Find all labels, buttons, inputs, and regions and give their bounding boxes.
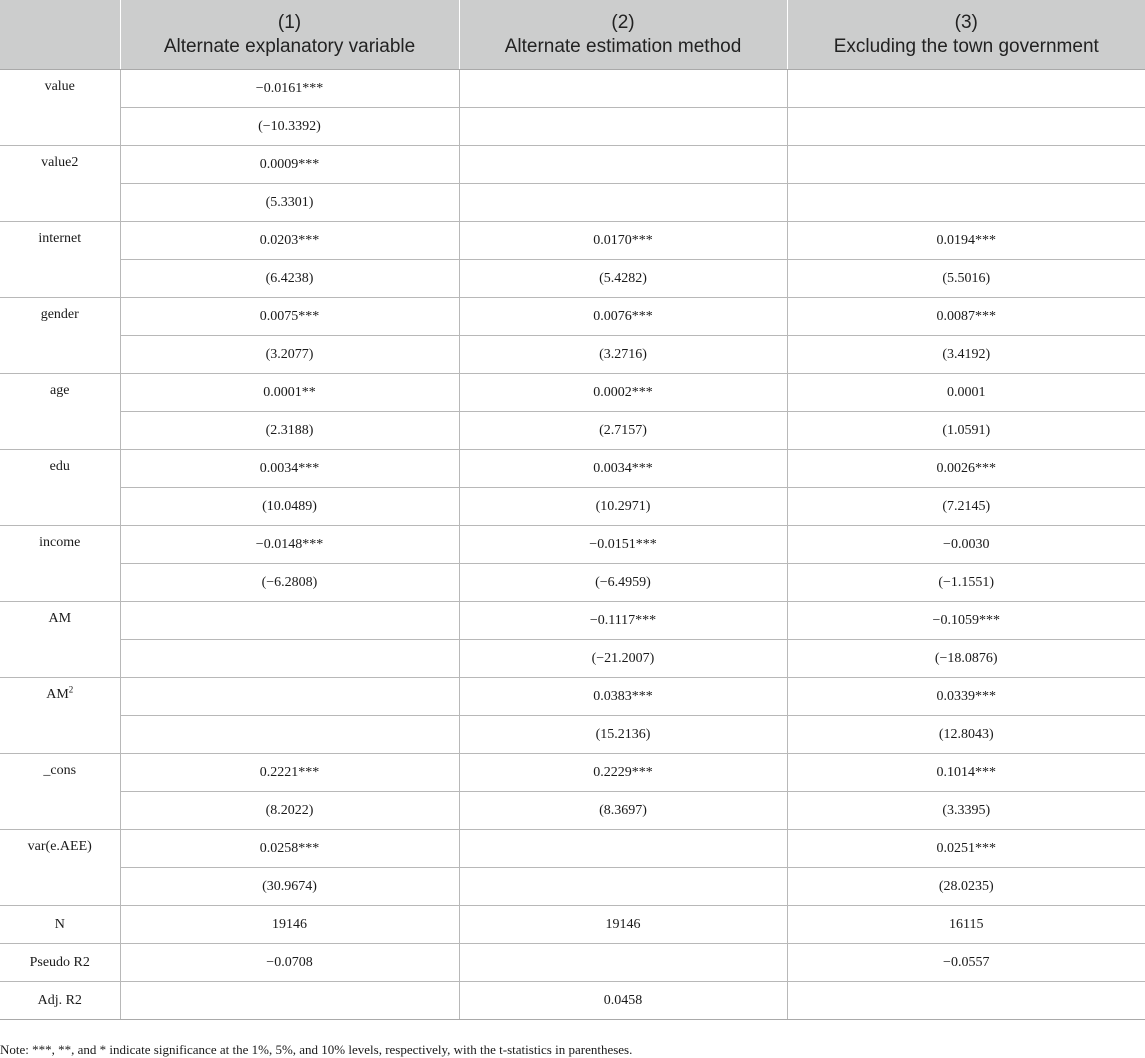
coefficient-cell: −0.0030	[787, 526, 1145, 564]
tstat-cell	[459, 184, 787, 222]
coefficient-cell: 0.0170***	[459, 222, 787, 260]
stat-value-cell: 19146	[120, 906, 459, 944]
coefficient-cell: −0.1117***	[459, 602, 787, 640]
stat-label-cell: Pseudo R2	[0, 944, 120, 982]
coefficient-cell: 0.0203***	[120, 222, 459, 260]
tstat-cell: (7.2145)	[787, 488, 1145, 526]
variable-name: value2	[41, 155, 79, 170]
tstat-cell: (5.5016)	[787, 260, 1145, 298]
tstat-cell: (28.0235)	[787, 868, 1145, 906]
coefficient-cell: 0.0076***	[459, 298, 787, 336]
tstat-row	[0, 792, 1145, 830]
variable-name-cell	[0, 222, 120, 298]
tstat-row	[0, 412, 1145, 450]
variable-superscript: 2	[68, 684, 74, 695]
tstat-cell: (−6.2808)	[120, 564, 459, 602]
tstat-cell	[120, 640, 459, 678]
variable-name-cell	[0, 830, 120, 906]
tstat-cell: (−21.2007)	[459, 640, 787, 678]
tstat-cell: (−10.3392)	[120, 108, 459, 146]
stat-value-cell: −0.0708	[120, 944, 459, 982]
coefficient-cell	[120, 678, 459, 716]
coefficient-cell: 0.0251***	[787, 830, 1145, 868]
stat-value-cell: 19146	[459, 906, 787, 944]
variable-name-cell	[0, 374, 120, 450]
coefficient-cell: −0.0161***	[120, 70, 459, 108]
coefficient-row	[0, 830, 1145, 868]
stat-value-cell: 16115	[787, 906, 1145, 944]
tstat-cell: (15.2136)	[459, 716, 787, 754]
coefficient-row	[0, 298, 1145, 336]
tstat-cell: (3.2716)	[459, 336, 787, 374]
column-header-1	[120, 0, 459, 70]
coefficient-cell: 0.0001**	[120, 374, 459, 412]
coefficient-cell: −0.0148***	[120, 526, 459, 564]
stat-value-cell	[787, 982, 1145, 1020]
tstat-cell: (5.4282)	[459, 260, 787, 298]
stat-value-cell	[120, 982, 459, 1020]
table-note: Note: ***, **, and * indicate significance at the 1%, 5%, and 10% levels, respectively, with the t-statistics in parentheses.	[0, 1042, 633, 1057]
column-number: (1)	[277, 11, 302, 33]
variable-name: _cons	[43, 763, 77, 778]
variable-name-cell	[0, 754, 120, 830]
coefficient-row	[0, 450, 1145, 488]
variable-name-cell	[0, 298, 120, 374]
tstat-row	[0, 716, 1145, 754]
variable-name-cell	[0, 146, 120, 222]
coefficient-cell	[787, 146, 1145, 184]
tstat-cell: (−6.4959)	[459, 564, 787, 602]
tstat-cell: (−1.1551)	[787, 564, 1145, 602]
tstat-row	[0, 260, 1145, 298]
variable-name-cell	[0, 602, 120, 678]
table-body	[0, 70, 1145, 1020]
tstat-row	[0, 640, 1145, 678]
coefficient-cell: 0.0001	[787, 374, 1145, 412]
coefficient-cell: 0.0339***	[787, 678, 1145, 716]
tstat-cell	[120, 716, 459, 754]
stat-row	[0, 982, 1145, 1020]
tstat-cell	[787, 184, 1145, 222]
tstat-cell: (5.3301)	[120, 184, 459, 222]
coefficient-cell: 0.0383***	[459, 678, 787, 716]
tstat-cell: (30.9674)	[120, 868, 459, 906]
coefficient-cell	[120, 602, 459, 640]
coefficient-row	[0, 374, 1145, 412]
stat-row	[0, 944, 1145, 982]
coefficient-row	[0, 754, 1145, 792]
stat-value-cell: 0.0458	[459, 982, 787, 1020]
variable-name-cell	[0, 526, 120, 602]
stat-label-cell: N	[0, 906, 120, 944]
coefficient-cell: 0.0009***	[120, 146, 459, 184]
tstat-cell	[787, 108, 1145, 146]
column-number: (2)	[611, 11, 635, 33]
tstat-cell: (10.2971)	[459, 488, 787, 526]
coefficient-cell: 0.0087***	[787, 298, 1145, 336]
column-title: Alternate estimation method	[504, 35, 742, 57]
variable-name: AM	[48, 611, 72, 626]
tstat-cell	[459, 108, 787, 146]
tstat-cell: (2.7157)	[459, 412, 787, 450]
variable-name: age	[50, 383, 70, 398]
variable-name: internet	[38, 231, 82, 246]
coefficient-cell: 0.0194***	[787, 222, 1145, 260]
coefficient-cell	[459, 146, 787, 184]
coefficient-row	[0, 222, 1145, 260]
variable-name: value	[44, 79, 75, 94]
column-header-3	[787, 0, 1145, 70]
tstat-cell: (1.0591)	[787, 412, 1145, 450]
coefficient-cell: 0.0002***	[459, 374, 787, 412]
coefficient-cell: 0.0075***	[120, 298, 459, 336]
coefficient-row	[0, 678, 1145, 716]
column-title: Alternate explanatory variable	[163, 35, 416, 57]
header-row	[0, 0, 1145, 70]
variable-name: var(e.AEE)	[27, 839, 92, 854]
variable-name-cell	[0, 450, 120, 526]
coefficient-cell: −0.1059***	[787, 602, 1145, 640]
coefficient-row	[0, 526, 1145, 564]
coefficient-cell: −0.0151***	[459, 526, 787, 564]
tstat-row	[0, 108, 1145, 146]
coefficient-cell: 0.2221***	[120, 754, 459, 792]
variable-name: gender	[40, 307, 79, 322]
coefficient-row	[0, 70, 1145, 108]
tstat-cell: (10.0489)	[120, 488, 459, 526]
tstat-row	[0, 336, 1145, 374]
variable-name: income	[39, 535, 81, 550]
variable-name: edu	[49, 459, 70, 474]
tstat-cell: (3.3395)	[787, 792, 1145, 830]
tstat-cell: (8.3697)	[459, 792, 787, 830]
header-empty-cell	[0, 0, 120, 70]
variable-name-cell	[0, 678, 120, 754]
column-number: (3)	[954, 11, 978, 33]
coefficient-cell: 0.0034***	[120, 450, 459, 488]
column-header-2	[459, 0, 787, 70]
coefficient-cell: 0.0026***	[787, 450, 1145, 488]
tstat-cell: (3.2077)	[120, 336, 459, 374]
tstat-cell: (6.4238)	[120, 260, 459, 298]
table-header	[0, 0, 1145, 70]
column-title: Excluding the town government	[833, 35, 1099, 57]
stat-value-cell: −0.0557	[787, 944, 1145, 982]
coefficient-cell: 0.0034***	[459, 450, 787, 488]
coefficient-cell	[459, 70, 787, 108]
coefficient-cell	[459, 830, 787, 868]
coefficient-cell: 0.0258***	[120, 830, 459, 868]
stat-label-cell: Adj. R2	[0, 982, 120, 1020]
variable-name-cell	[0, 70, 120, 146]
tstat-cell	[459, 868, 787, 906]
tstat-row	[0, 488, 1145, 526]
coefficient-cell: 0.1014***	[787, 754, 1145, 792]
coefficient-row	[0, 602, 1145, 640]
coefficient-row	[0, 146, 1145, 184]
tstat-cell: (12.8043)	[787, 716, 1145, 754]
coefficient-cell: 0.2229***	[459, 754, 787, 792]
tstat-cell: (−18.0876)	[787, 640, 1145, 678]
stat-value-cell	[459, 944, 787, 982]
stat-row	[0, 906, 1145, 944]
tstat-cell: (8.2022)	[120, 792, 459, 830]
tstat-cell: (2.3188)	[120, 412, 459, 450]
tstat-row	[0, 184, 1145, 222]
variable-name: AM	[46, 687, 69, 702]
tstat-row	[0, 868, 1145, 906]
tstat-row	[0, 564, 1145, 602]
tstat-cell: (3.4192)	[787, 336, 1145, 374]
coefficient-cell	[787, 70, 1145, 108]
